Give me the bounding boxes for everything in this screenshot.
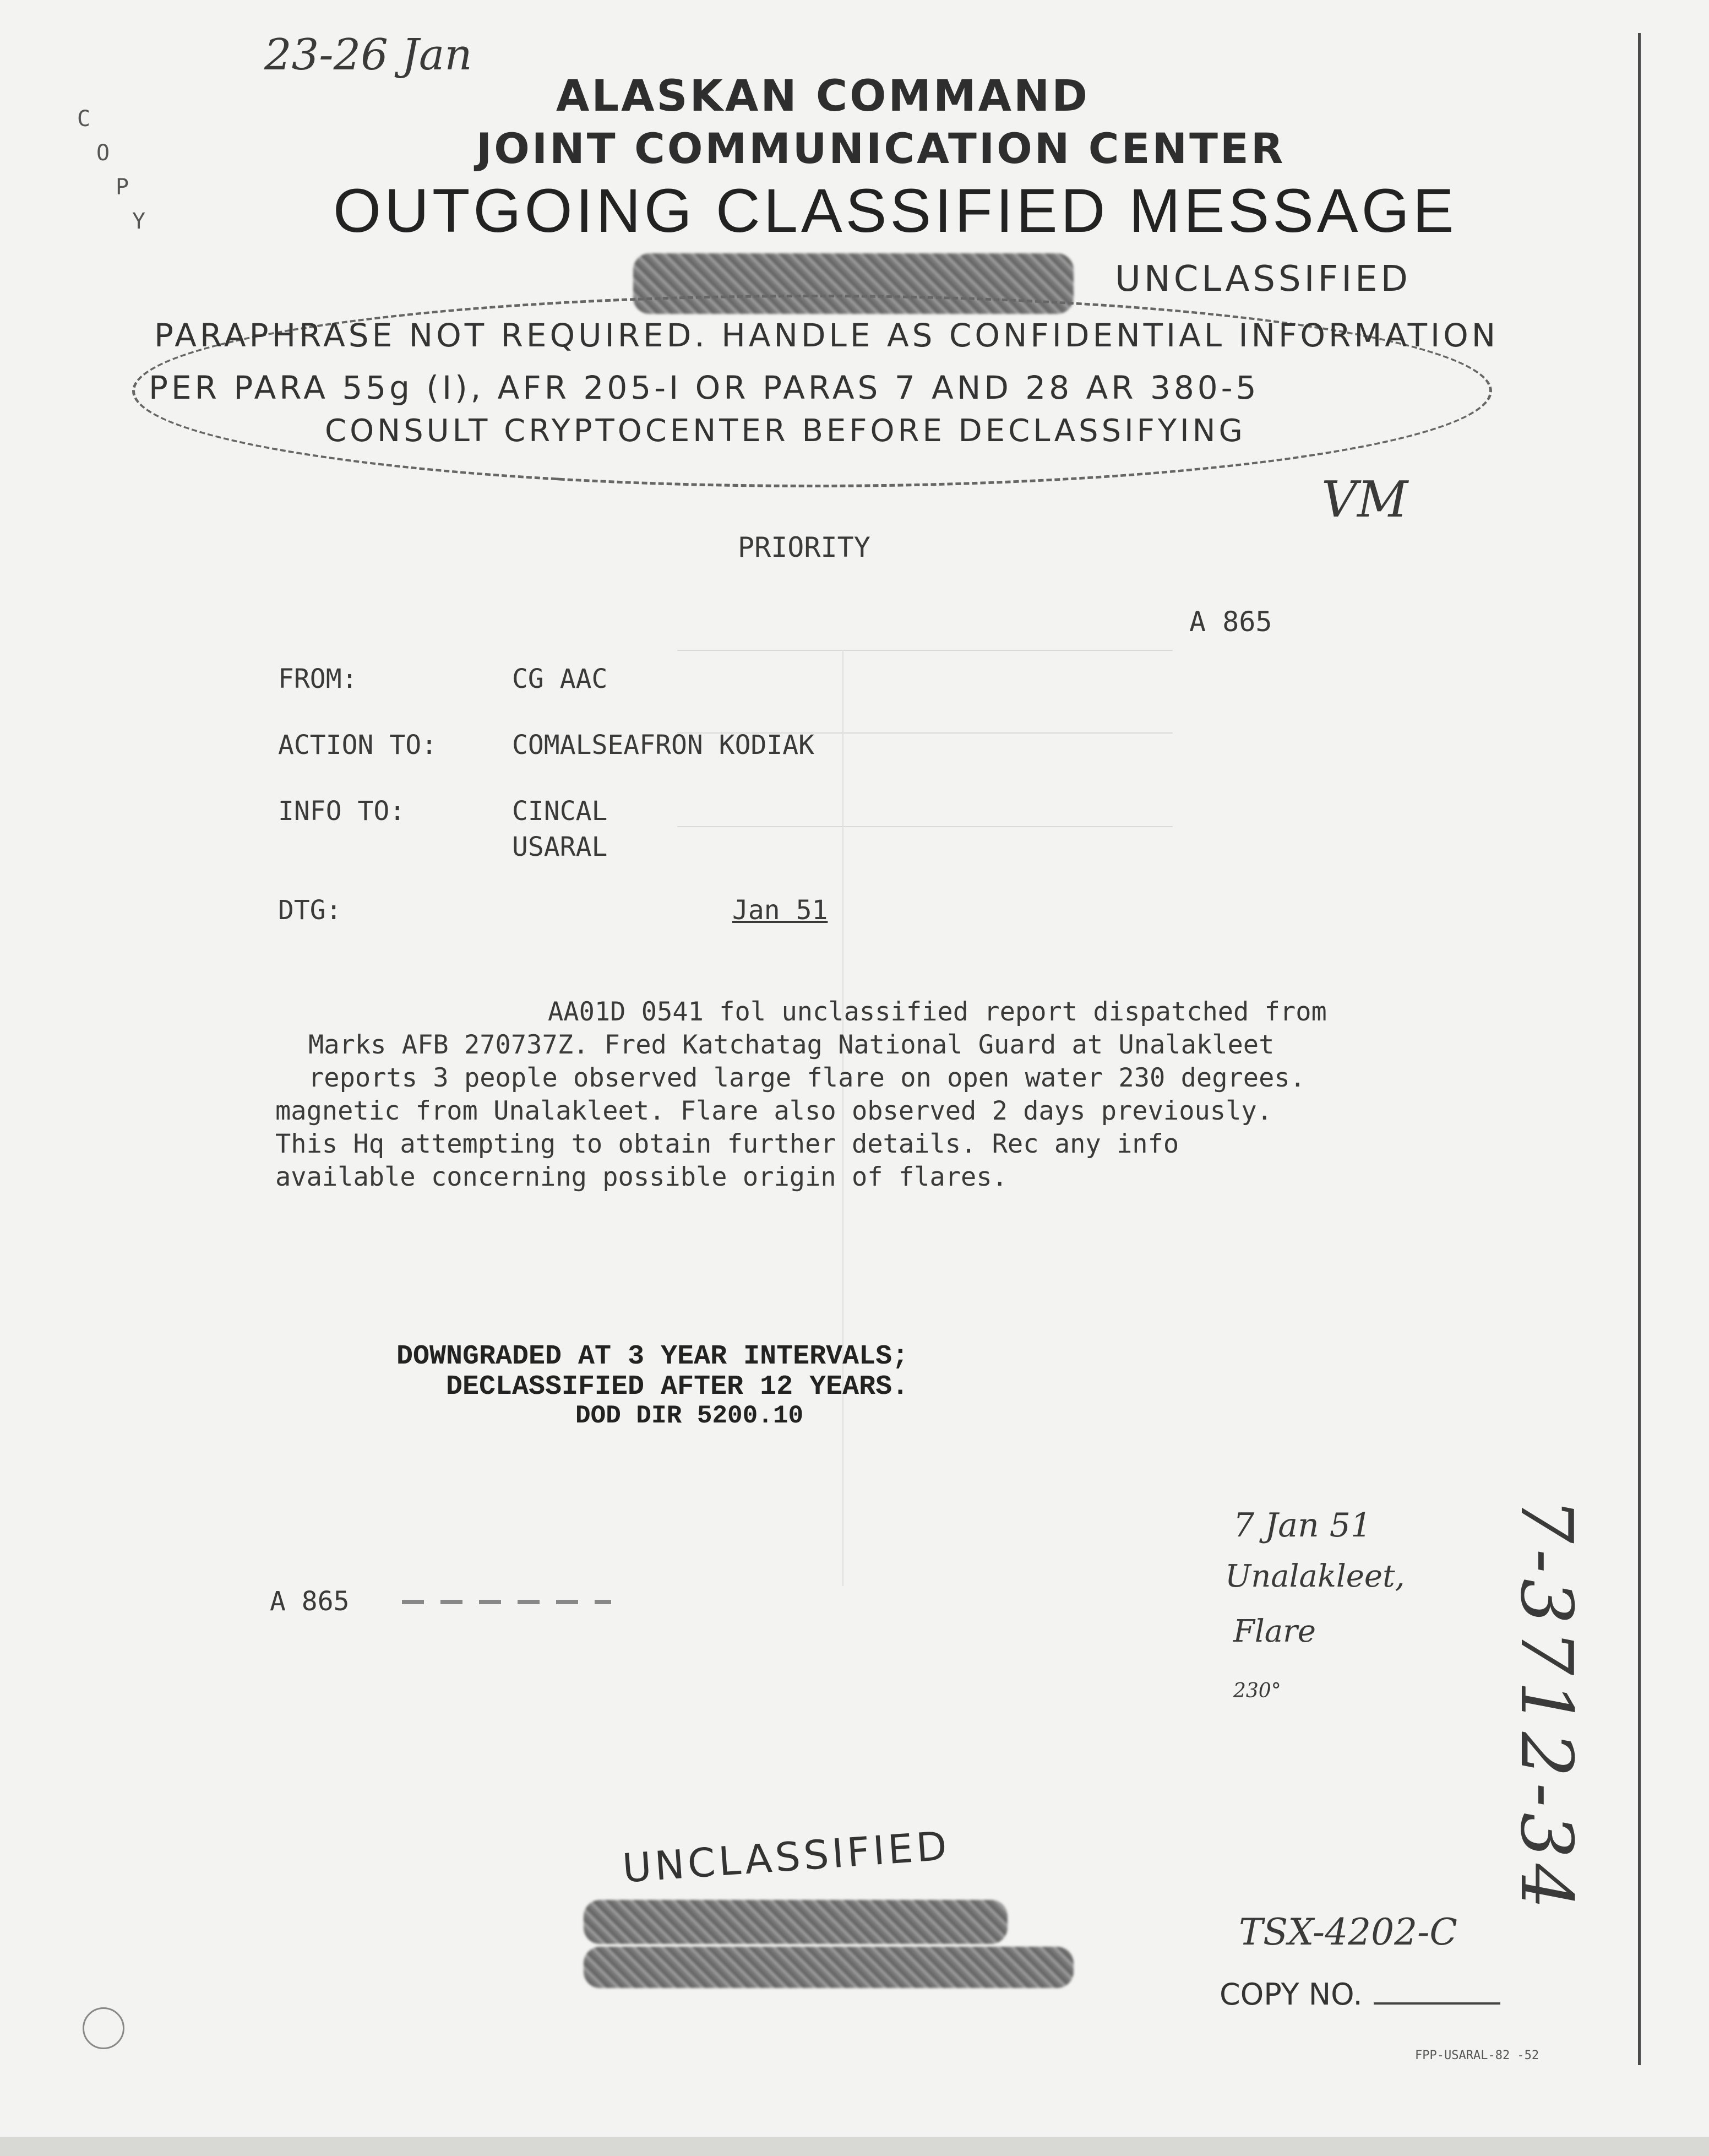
- note-degrees: 230°: [1233, 1680, 1281, 1702]
- faded-text-remnant: [402, 1600, 611, 1604]
- header-title: OUTGOING CLASSIFIED MESSAGE: [333, 176, 1457, 245]
- page-seal-circle: [83, 2007, 124, 2049]
- body-line-3: reports 3 people observed large flare on open water 230 degrees.: [308, 1063, 1305, 1093]
- from-value: CG AAC: [512, 664, 608, 694]
- unclassified-stamp-top: UNCLASSIFIED: [1115, 259, 1411, 300]
- body-line-4: magnetic from Unalakleet. Flare also observed 2 days previously.: [275, 1096, 1272, 1126]
- bottom-edge: [0, 2137, 1709, 2156]
- precedence: PRIORITY: [738, 531, 870, 563]
- footer-ref: A 865: [270, 1586, 350, 1617]
- bleed-through-line: [677, 650, 1173, 651]
- vertical-file-number: 7-3712-34: [1505, 1498, 1588, 1915]
- action-label: ACTION TO:: [278, 730, 437, 761]
- message-number: A 865: [1189, 606, 1272, 638]
- downgrade-line-3: DOD DIR 5200.10: [575, 1402, 804, 1430]
- paraphrase-line-2: PER PARA 55g (I), AFR 205-I OR PARAS 7 AND 28 AR 380-5: [149, 369, 1260, 406]
- info-value-2: USARAL: [512, 832, 608, 862]
- copy-vertical-label: C O P Y: [77, 106, 146, 234]
- redacted-classification-bottom-2: [584, 1947, 1074, 1988]
- header-center: JOINT COMMUNICATION CENTER: [476, 124, 1286, 173]
- downgrade-line-2: DECLASSIFIED AFTER 12 YEARS.: [446, 1371, 909, 1403]
- note-flare: Flare: [1233, 1614, 1316, 1649]
- body-line-6: available concerning possible origin of flares.: [275, 1162, 1008, 1192]
- downgrade-line-1: DOWNGRADED AT 3 YEAR INTERVALS;: [396, 1341, 909, 1372]
- bottom-handwritten-ref: TSX-4202-C: [1239, 1911, 1457, 1953]
- body-line-5: This Hq attempting to obtain further details. Rec any info: [275, 1129, 1179, 1159]
- dtg-label: DTG:: [278, 895, 342, 926]
- body-line-2: Marks AFB 270737Z. Fred Katchatag National Guard at Unalakleet: [308, 1030, 1275, 1060]
- copy-no-label: COPY NO.: [1220, 1977, 1500, 2012]
- handwritten-initials: VM: [1321, 471, 1408, 529]
- note-date: 7 Jan 51: [1233, 1506, 1372, 1545]
- paraphrase-line-1: PARAPHRASE NOT REQUIRED. HANDLE AS CONFIDENTIAL INFORMATION: [154, 317, 1499, 354]
- note-location: Unalakleet,: [1225, 1558, 1405, 1594]
- info-value-1: CINCAL: [512, 796, 608, 827]
- handwritten-date-range: 23-26 Jan: [264, 30, 472, 80]
- body-line-1: AA01D 0541 fol unclassified report dispatched from: [548, 997, 1327, 1027]
- from-label: FROM:: [278, 664, 358, 694]
- header-command: ALASKAN COMMAND: [556, 72, 1090, 121]
- right-margin-line: [1638, 33, 1641, 2065]
- dtg-value: Jan 51: [732, 895, 828, 926]
- action-value: COMALSEAFRON KODIAK: [512, 730, 815, 761]
- paraphrase-line-3: CONSULT CRYPTOCENTER BEFORE DECLASSIFYING: [325, 413, 1246, 449]
- bleed-through-line: [677, 826, 1173, 827]
- info-label: INFO TO:: [278, 796, 406, 827]
- unclassified-stamp-bottom: UNCLASSIFIED: [621, 1822, 952, 1892]
- form-number: FPP-USARAL-82 -52: [1415, 2049, 1539, 2062]
- redacted-classification-bottom-1: [584, 1900, 1008, 1944]
